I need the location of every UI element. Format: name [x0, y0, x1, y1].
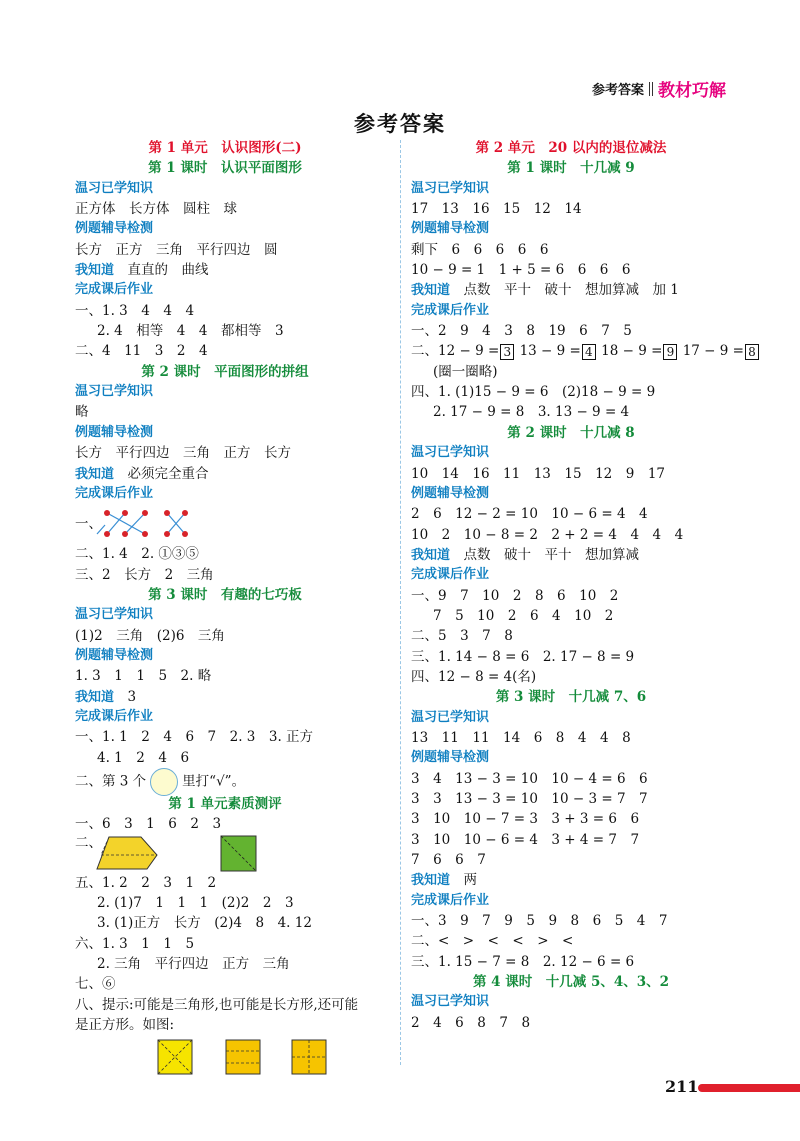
answer-line: 3 3 13 − 3 = 10 10 − 3 = 7 7: [411, 791, 648, 807]
answer-box: 3: [500, 344, 514, 360]
section-heading: 我知道: [411, 283, 451, 299]
section-heading: 例题辅导检测: [75, 221, 154, 237]
answer-line: [75, 504, 395, 544]
answer-line: 7 6 6 7: [411, 852, 486, 869]
answer-line: 三、1. 14 − 8 = 6 2. 17 − 8 = 9: [411, 648, 635, 665]
answer-text: 一、: [75, 516, 102, 533]
page-title: 参考答案: [354, 111, 446, 136]
answer-line: 2. 4 相等 4 4 都相等 3: [97, 323, 284, 340]
square-stripes-figure: [225, 1039, 265, 1077]
left-column: [75, 138, 395, 1075]
answer-line: 3 10 10 − 6 = 4 3 + 4 = 7 7: [411, 831, 640, 848]
section-heading: 温习已学知识: [411, 994, 490, 1010]
answer-line: 五、1. 2 2 3 1 2: [75, 874, 217, 891]
answer-line: 一、3 9 7 9 5 9 8 6 5 4 7: [411, 913, 668, 930]
lesson-title: 第 2 课时 平面图形的拼组: [141, 363, 309, 380]
answer-line: 2. (1)7 1 1 1 (2)2 2 3: [97, 895, 294, 911]
answer-line: 三、1. 15 − 7 = 8 2. 12 − 6 = 6: [411, 953, 635, 970]
header-section: 参考答案: [591, 83, 644, 98]
section-heading: 温习已学知识: [75, 384, 154, 400]
answer-line: 13 11 11 14 6 8 4 4 8: [411, 729, 631, 746]
answer-text: 18 − 9 =: [601, 343, 663, 360]
answer-line: [411, 870, 751, 890]
answer-line: 是正方形。如图:: [75, 1017, 175, 1034]
answer-line: 10 2 10 − 8 = 2 2 + 2 = 4 4 4 4: [411, 526, 684, 543]
running-header: [592, 76, 726, 101]
answer-line: 一、6 3 1 6 2 3: [75, 816, 222, 833]
column-divider: [400, 140, 401, 1065]
section-heading: 完成课后作业: [75, 708, 154, 724]
section-heading: 我知道: [411, 873, 451, 889]
right-column: [411, 138, 756, 1033]
section-heading: 温习已学知识: [411, 709, 490, 725]
answer-line: [411, 545, 751, 565]
section-heading: 我知道: [411, 547, 451, 563]
answer-line: 2. 三角 平行四边 正方 三角: [97, 956, 290, 973]
answer-line: 二、< > < < > <: [411, 933, 574, 950]
answer-line: 长方 正方 三角 平行四边 圆: [75, 241, 278, 258]
answer-line: [411, 341, 756, 361]
answer-line: 二、5 3 7 8: [411, 628, 513, 645]
answer-text: 二、12 − 9 =: [411, 343, 500, 360]
section-heading: 完成课后作业: [411, 892, 490, 908]
lesson-title: 第 4 课时 十几减 5、4、3、2: [472, 974, 670, 991]
section-heading: 例题辅导检测: [411, 750, 490, 766]
square-cross-figure: [291, 1039, 331, 1077]
section-heading: 例题辅导检测: [411, 221, 490, 237]
answer-line: 剩下 6 6 6 6 6: [411, 241, 549, 258]
answer-line: 1. 3 1 1 5 2. 略: [75, 668, 212, 685]
lesson-title: 第 2 课时 十几减 8: [507, 424, 635, 441]
lesson-title: 第 1 课时 十几减 9: [507, 160, 635, 177]
lesson-title: 第 1 课时 认识平面图形: [148, 160, 302, 177]
square-figure: [220, 835, 260, 873]
answer-line: 一、9 7 10 2 8 6 10 2: [411, 587, 619, 604]
answer-line: 七、⑥: [75, 976, 116, 993]
answer-text: 13 − 9 =: [519, 343, 581, 360]
section-heading: 我知道: [75, 689, 115, 705]
answer-line: 2 4 6 8 7 8: [411, 1014, 531, 1031]
answer-text: 里打“√”。: [182, 773, 246, 790]
answer-line: 4. 1 2 4 6: [97, 749, 190, 766]
answer-line: 7 5 10 2 6 4 10 2: [433, 607, 614, 624]
lesson-title: 第 3 课时 有趣的七巧板: [148, 586, 302, 603]
answer-line: 二、4 11 3 2 4: [75, 343, 208, 360]
section-heading: 完成课后作业: [75, 282, 154, 298]
pentagon-figure: [95, 835, 175, 873]
section-heading: 温习已学知识: [411, 445, 490, 461]
answer-line: [75, 464, 395, 484]
section-heading: 我知道: [75, 263, 115, 279]
header-brand: 教材巧解: [658, 81, 726, 101]
answer-line: 六、1. 3 1 1 5: [75, 935, 195, 952]
answer-line: 3. (1)正方 长方 (2)4 8 4. 12: [97, 915, 312, 932]
answer-text: 二、第 3 个: [75, 773, 147, 790]
answer-text: 点数 平十 破十 想加算减 加 1: [463, 282, 679, 299]
shape-figures-row: [75, 1035, 395, 1075]
answer-line: 一、1. 3 4 4 4: [75, 302, 195, 319]
answer-box: 8: [745, 344, 759, 360]
circle-shape-icon: [150, 768, 178, 796]
section-heading: 例题辅导检测: [75, 424, 154, 440]
section-heading: 完成课后作业: [411, 302, 490, 318]
unit-title: 第 2 单元 20 以内的退位减法: [475, 140, 667, 156]
answer-line: (圈一圈略): [433, 363, 498, 380]
page-number: 211: [665, 1077, 699, 1096]
answer-text: 两: [463, 872, 478, 889]
answer-line: 四、1. (1)15 − 9 = 6 (2)18 − 9 = 9: [411, 384, 656, 401]
answer-line: 长方 平行四边 三角 正方 长方: [75, 445, 291, 462]
section-heading: 例题辅导检测: [75, 647, 154, 663]
answer-line: (1)2 三角 (2)6 三角: [75, 627, 225, 644]
answer-line: 2. 17 − 9 = 8 3. 13 − 9 = 4: [433, 404, 630, 421]
answer-line: 10 − 9 = 1 1 + 5 = 6 6 6 6: [411, 262, 631, 279]
section-heading: 温习已学知识: [411, 180, 490, 196]
answer-text: 3: [127, 688, 137, 705]
answer-line: [411, 280, 751, 300]
matching-lines-figure: [95, 504, 215, 544]
section-heading: 例题辅导检测: [411, 485, 490, 501]
answer-line: 10 14 16 11 13 15 12 9 17: [411, 465, 666, 482]
answer-text: 点数 破十 平十 想加算减: [463, 546, 640, 563]
answer-text: 17 − 9 =: [682, 343, 744, 360]
answer-line: 一、2 9 4 3 8 19 6 7 5: [411, 323, 632, 340]
answer-line: 四、12 − 8 = 4(名): [411, 668, 537, 685]
answer-line: 3 4 13 − 3 = 10 10 − 4 = 6 6: [411, 770, 648, 787]
answer-line: 正方体 长方体 圆柱 球: [75, 201, 237, 218]
section-heading: 温习已学知识: [75, 180, 154, 196]
answer-text: 必须完全重合: [127, 465, 209, 482]
answer-line: [75, 768, 395, 794]
section-heading: 我知道: [75, 466, 115, 482]
test-title: 第 1 单元素质测评: [168, 795, 282, 812]
answer-text: 二、: [75, 834, 102, 851]
unit-title: 第 1 单元 认识图形(二): [148, 140, 302, 156]
answer-box: 9: [663, 344, 677, 360]
answer-line: 3 10 10 − 7 = 3 3 + 3 = 6 6: [411, 811, 640, 828]
answer-line: 三、2 长方 2 三角: [75, 566, 214, 583]
section-heading: 完成课后作业: [75, 485, 154, 501]
answer-text: 直直的 曲线: [127, 262, 209, 279]
answer-line: [75, 687, 395, 707]
answer-line: 略: [75, 404, 89, 421]
page-number-bar: [698, 1084, 800, 1092]
square-diagonals-figure: [157, 1039, 197, 1077]
section-heading: 温习已学知识: [75, 607, 154, 623]
answer-line: 17 13 16 15 12 14: [411, 201, 582, 218]
answer-line: 2 6 12 − 2 = 10 10 − 6 = 4 4: [411, 506, 648, 523]
header-separator: [649, 82, 653, 96]
answer-line: [75, 260, 395, 280]
answer-line: 一、1. 1 2 4 6 7 2. 3 3. 正方: [75, 729, 314, 746]
lesson-title: 第 3 课时 十几减 7、6: [495, 689, 647, 706]
answer-box: 4: [582, 344, 596, 360]
answer-line: 二、1. 4 2. ①③⑤: [75, 546, 199, 563]
section-heading: 完成课后作业: [411, 567, 490, 583]
answer-line: 八、提示:可能是三角形,也可能是长方形,还可能: [75, 996, 359, 1013]
answer-line: [75, 835, 395, 873]
